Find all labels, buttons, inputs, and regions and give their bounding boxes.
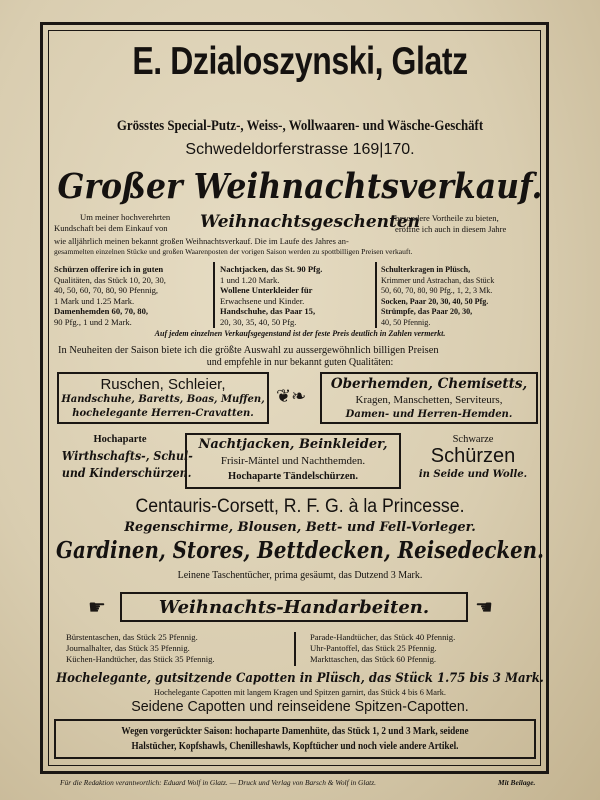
handwork-right-line: Markttaschen, das Stück 60 Pfennig. [310, 654, 437, 664]
column-middle [220, 264, 322, 328]
intro-line1-a: Um meiner hochverehrten [80, 212, 171, 222]
column-left-line: Damenhemden 60, 70, 80, [54, 306, 149, 317]
handwork-left-line: Bürstentaschen, das Stück 25 Pfennig. [66, 632, 198, 642]
column-middle-line: 20, 30, 35, 40, 50 Pfg. [220, 316, 297, 327]
column-middle-line: Handschuhe, das Paar 15, [220, 306, 316, 317]
right-block [403, 434, 543, 480]
right-block-line3: in Seide und Wolle. [418, 469, 528, 480]
column-middle-line: Erwachsene und Kinder. [220, 295, 305, 306]
handwork-left-line: Küchen-Handtücher, das Stück 35 Pfennig. [66, 654, 215, 664]
box-shirts [320, 372, 538, 424]
handwork-title: Weihnachts-Handarbeiten. [158, 597, 430, 618]
pointing-hand-icon: ☛ [475, 595, 493, 619]
intro-line2: Kundschaft bei dem Einkauf von [54, 223, 168, 233]
linen-line: Leinene Taschentücher, prima gesäumt, das Dutzend 3 Mark. [177, 570, 423, 581]
handwork-right [310, 632, 455, 665]
season-box [54, 719, 536, 759]
intro-line1-c: besondere Vortheile zu bieten, [395, 213, 499, 223]
company-name: E. Dzialoszynski, Glatz [132, 40, 468, 83]
column-divider-2 [375, 262, 377, 328]
column-right-line: Socken, Paar 20, 30, 40, 50 Pfg. [381, 295, 489, 306]
right-block-line1: Schwarze [452, 434, 494, 445]
column-left-line: Schürzen offerire ich in guten [54, 264, 164, 274]
column-right-line: 40, 50 Pfennig. [381, 316, 431, 327]
umbrella-line: Regenschirme, Blousen, Bett- und Fell-Vorleger. [124, 520, 476, 535]
left-block [54, 434, 193, 480]
column-right-line: 50, 60, 70, 80, 90 Pfg., 1, 2, 3 Mk. [381, 285, 493, 296]
footer-supplement: Mit Beilage. [498, 778, 536, 787]
handwork-divider [294, 632, 296, 666]
curtains-line: Gardinen, Stores, Bettdecken, Reisedecken. [56, 537, 544, 564]
column-right-line: Strümpfe, das Paar 20, 30, [381, 306, 473, 317]
box-accessories-line2: Handschuhe, Baretts, Boas, Muffen, [61, 394, 265, 405]
column-left-line: 90 Pfg., 1 und 2 Mark. [54, 316, 132, 327]
novelty-line1: In Neuheiten der Saison biete ich die größte Auswahl zu aussergewöhnlich billigen Preisen [58, 344, 439, 356]
box-nightwear-line2: Frisir-Mäntel und Nachthemden. [220, 455, 366, 467]
box-shirts-line2: Kragen, Manschetten, Serviteurs, [355, 394, 503, 406]
intro-line1-b: Weihnachtsgeschenten [200, 212, 421, 232]
headline: Großer Weihnachtsverkauf. [57, 166, 543, 207]
price-note: Auf jedem einzelnen Verkaufsgegenstand ist der feste Preis deutlich in Zahlen vermerkt. [154, 329, 446, 338]
capotten-line3: Seidene Capotten und reinseidene Spitzen-Capotten. [131, 698, 469, 715]
right-block-line2: Schürzen [430, 445, 516, 467]
column-left-line: 40, 50, 60, 70, 80, 90 Pfennig, [54, 285, 159, 296]
ornament-icon: ❦❧ [276, 386, 307, 407]
handwork-left-line: Journalhalter, das Stück 35 Pfennig. [66, 643, 190, 653]
intro-line3: wie alljährlich meinen bekannt großen Weihnachtsverkauf. Die im Laufe des Jahres an- [54, 236, 349, 246]
shop-address: Schwedeldorferstrasse 169|170. [185, 141, 415, 158]
column-left-line: 1 Mark und 1.25 Mark. [54, 295, 135, 306]
capotten-line1: Hochelegante, gutsitzende Capotten in Plüsch, das Stück 1.75 bis 3 Mark. [56, 671, 544, 686]
box-accessories [57, 372, 269, 424]
box-shirts-line1: Oberhemden, Chemisetts, [330, 376, 528, 392]
column-divider-1 [213, 262, 215, 328]
handwork-left [66, 632, 215, 665]
left-block-line3: und Kinderschürzen. [61, 465, 192, 480]
footer-imprint: Für die Redaktion verantwortlich: Eduard Wolf in Glatz. — Druck und Verlag von Barsch & Wolf in Glatz. [60, 778, 376, 787]
handwork-title-box [120, 592, 468, 622]
season-line2: Halstücher, Kopfshawls, Chenilleshawls, Kopftücher und noch viele andere Artikel. [131, 741, 459, 752]
box-accessories-line1: Ruschen, Schleier, [100, 376, 226, 393]
box-shirts-line3: Damen- und Herren-Hemden. [345, 409, 513, 420]
column-left-line: Qualitäten, das Stück 10, 20, 30, [54, 274, 166, 285]
intro-line2-c: eröffne ich auch in diesem Jahre [395, 224, 507, 234]
column-right-line: Krimmer und Astrachan, das Stück [381, 274, 495, 285]
left-block-line1: Hochaparte [93, 434, 147, 445]
shop-subtitle: Grösstes Special-Putz-, Weiss-, Wollwaaren- und Wäsche-Geschäft [116, 118, 484, 134]
novelty-line2: und empfehle in nur bekannt guten Qualitäten: [206, 357, 394, 368]
column-middle-line: Nachtjacken, das St. 90 Pfg. [220, 264, 323, 274]
handwork-right-line: Uhr-Pantoffel, das Stück 25 Pfennig. [310, 643, 437, 653]
pointing-hand-icon: ☛ [88, 595, 106, 619]
column-middle-line: 1 und 1.20 Mark. [220, 274, 280, 285]
box-accessories-line3: hochelegante Herren-Cravatten. [72, 408, 254, 419]
column-left [54, 264, 166, 328]
column-right [381, 264, 494, 328]
capotten-line2: Hochelegante Capotten mit langem Kragen und Spitzen garnirt, das Stück 4 bis 6 Mark. [154, 688, 446, 697]
box-nightwear-line1: Nachtjacken, Beinkleider, [198, 437, 388, 452]
box-nightwear-line3: Hochaparte Tändelschürzen. [228, 471, 358, 482]
column-right-line: Schulterkragen in Plüsch, [381, 264, 471, 274]
handwork-right-line: Parade-Handtücher, das Stück 40 Pfennig. [310, 632, 456, 642]
corset-line: Centauris-Corsett, R. F. G. à la Princesse. [135, 496, 465, 517]
season-line1: Wegen vorgerückter Saison: hochaparte Damenhüte, das Stück 1, 2 und 3 Mark, seidene [121, 726, 469, 737]
intro-line4: gesammelten einzelnen Stücke und großen Waarenposten der vorigen Saison werden zu spottbilligen Preisen verkauft. [54, 247, 413, 256]
left-block-line2: Wirthschafts-, Schul- [61, 448, 193, 463]
box-nightwear [185, 433, 401, 489]
column-middle-line: Wollene Unterkleider für [220, 285, 313, 296]
